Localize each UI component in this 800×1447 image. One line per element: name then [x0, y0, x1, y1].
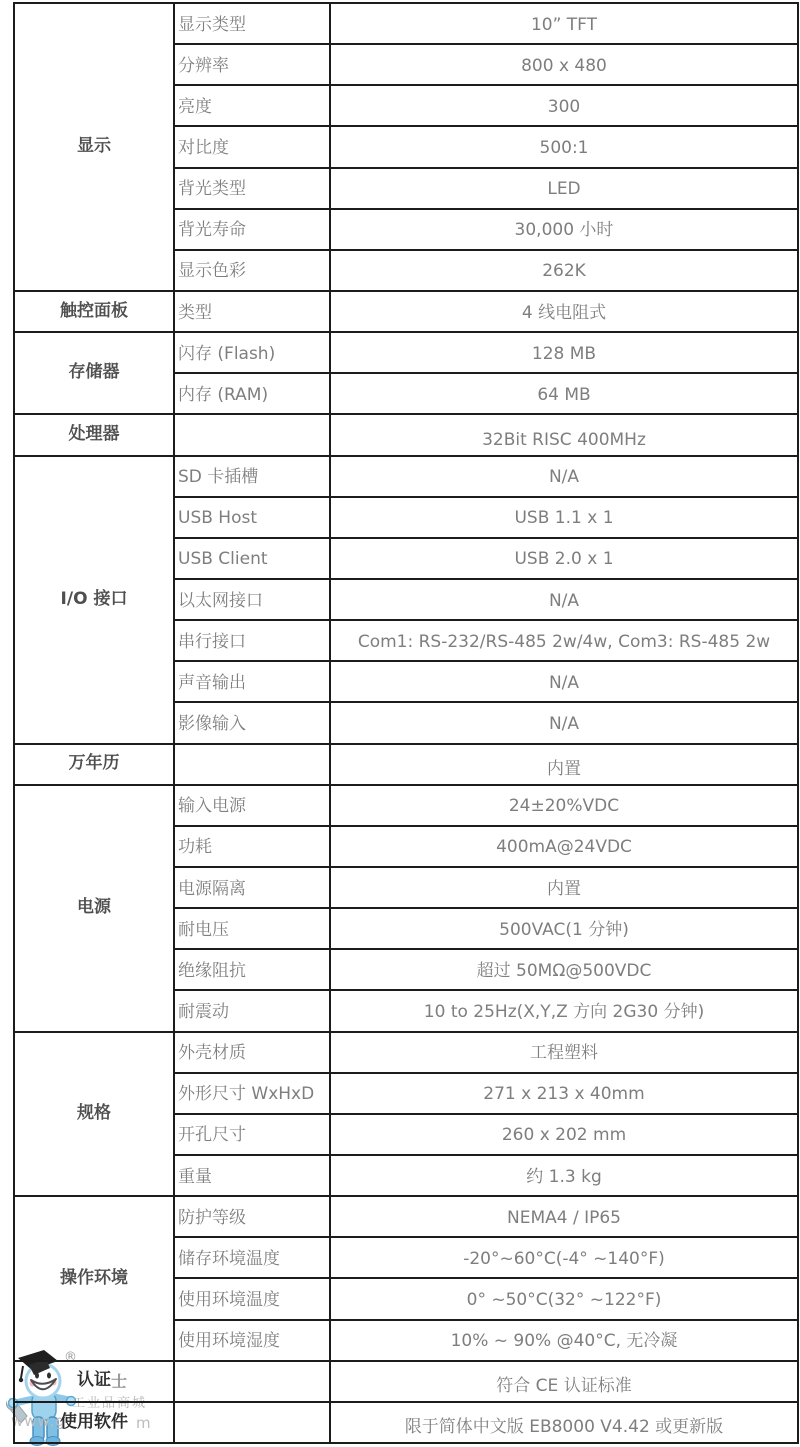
spec-value-cell: 30,000 小时	[330, 209, 798, 250]
spec-value-cell: 工程塑料	[330, 1032, 798, 1073]
table-row	[14, 1032, 798, 1073]
table-row	[14, 1361, 798, 1402]
spec-value-cell: 限于简体中文版 EB8000 V4.42 或更新版	[330, 1402, 798, 1443]
spec-value-cell: 24±20%VDC	[330, 785, 798, 826]
table-row	[14, 414, 798, 455]
spec-label-cell: 声音输出	[174, 661, 330, 702]
spec-value-cell: 内置	[330, 744, 798, 785]
spec-value-cell: N/A	[330, 579, 798, 620]
table-row	[14, 1402, 798, 1443]
spec-label-cell: 类型	[174, 291, 330, 332]
spec-value-cell: 300	[330, 85, 798, 126]
spec-label-cell: 影像输入	[174, 702, 330, 743]
spec-value-cell: 64 MB	[330, 373, 798, 414]
spec-label-cell: 重量	[174, 1155, 330, 1196]
spec-label-cell: USB Host	[174, 497, 330, 538]
spec-label-cell: 功耗	[174, 826, 330, 867]
category-cell: 万年历	[14, 744, 174, 785]
spec-value-cell: 内置	[330, 867, 798, 908]
spec-value-cell: Com1: RS-232/RS-485 2w/4w, Com3: RS-485 2w	[330, 620, 798, 661]
table-row	[14, 456, 798, 497]
spec-table	[13, 2, 799, 1444]
spec-value-cell: N/A	[330, 661, 798, 702]
spec-label-cell: 分辨率	[174, 44, 330, 85]
category-cell: 认证	[14, 1361, 174, 1402]
spec-label-cell: 内存 (RAM)	[174, 373, 330, 414]
spec-label-cell: 使用环境温度	[174, 1278, 330, 1319]
table-row	[14, 291, 798, 332]
registered-trademark-symbol: ®	[64, 1350, 77, 1365]
category-cell: 使用软件	[14, 1402, 174, 1443]
spec-label-cell: 背光寿命	[174, 209, 330, 250]
spec-label-cell: 耐震动	[174, 990, 330, 1031]
spec-value-cell: 800 x 480	[330, 44, 798, 85]
category-cell: 电源	[14, 785, 174, 1032]
spec-value-cell: LED	[330, 168, 798, 209]
spec-value-cell: 符合 CE 认证标准	[330, 1361, 798, 1402]
spec-value-cell: 10% ~ 90% @40°C, 无冷凝	[330, 1320, 798, 1361]
spec-value-cell: 500:1	[330, 126, 798, 167]
category-cell: 规格	[14, 1032, 174, 1197]
spec-label-cell: 显示色彩	[174, 250, 330, 291]
spec-value-cell: -20°~60°C(-4° ~140°F)	[330, 1237, 798, 1278]
spec-label-cell: 使用环境湿度	[174, 1320, 330, 1361]
spec-value-cell: USB 2.0 x 1	[330, 538, 798, 579]
spec-label-cell: 防护等级	[174, 1196, 330, 1237]
spec-value-cell: 0° ~50°C(32° ~122°F)	[330, 1278, 798, 1319]
spec-label-cell: 绝缘阻抗	[174, 949, 330, 990]
spec-value-cell: 500VAC(1 分钟)	[330, 908, 798, 949]
spec-label-cell: 显示类型	[174, 3, 330, 44]
spec-value-cell: N/A	[330, 702, 798, 743]
spec-label-cell	[174, 744, 330, 785]
spec-label-cell	[174, 414, 330, 455]
spec-label-cell: 闪存 (Flash)	[174, 332, 330, 373]
spec-label-cell: 输入电源	[174, 785, 330, 826]
spec-value-cell: 10” TFT	[330, 3, 798, 44]
watermark-brand-suffix: 士	[111, 1372, 128, 1391]
spec-label-cell: USB Client	[174, 538, 330, 579]
spec-label-cell: 以太网接口	[174, 579, 330, 620]
spec-label-cell: 外壳材质	[174, 1032, 330, 1073]
spec-label-cell: 开孔尺寸	[174, 1114, 330, 1155]
spec-value-cell: 262K	[330, 250, 798, 291]
spec-label-cell: 储存环境温度	[174, 1237, 330, 1278]
table-row	[14, 332, 798, 373]
spec-label-cell: 外形尺寸 WxHxD	[174, 1073, 330, 1114]
spec-value-cell: 32Bit RISC 400MHz	[330, 414, 798, 455]
spec-label-cell: 电源隔离	[174, 867, 330, 908]
table-row	[14, 744, 798, 785]
spec-label-cell: 耐电压	[174, 908, 330, 949]
spec-label-cell: 串行接口	[174, 620, 330, 661]
spec-value-cell: 10 to 25Hz(X,Y,Z 方向 2G30 分钟)	[330, 990, 798, 1031]
category-cell: I/O 接口	[14, 456, 174, 744]
watermark-tagline: 工业品商城	[72, 1396, 148, 1411]
category-cell: 处理器	[14, 414, 174, 455]
spec-value-cell: NEMA4 / IP65	[330, 1196, 798, 1237]
table-row	[14, 1196, 798, 1237]
category-cell: 触控面板	[14, 291, 174, 332]
spec-label-cell	[174, 1402, 330, 1443]
spec-value-cell: 超过 50MΩ@500VDC	[330, 949, 798, 990]
category-cell: 显示	[14, 3, 174, 291]
spec-label-cell: 亮度	[174, 85, 330, 126]
watermark-url-fragment-right: m	[136, 1414, 151, 1432]
spec-value-cell: 260 x 202 mm	[330, 1114, 798, 1155]
spec-value-cell: USB 1.1 x 1	[330, 497, 798, 538]
watermark-url-fragment-left: www.g	[11, 1412, 66, 1430]
spec-label-cell: 对比度	[174, 126, 330, 167]
category-cell: 存储器	[14, 332, 174, 414]
spec-table-body	[14, 3, 798, 1443]
spec-value-cell: 4 线电阻式	[330, 291, 798, 332]
category-cell: 操作环境	[14, 1196, 174, 1361]
spec-value-cell: 128 MB	[330, 332, 798, 373]
spec-label-cell: 背光类型	[174, 168, 330, 209]
spec-label-cell: SD 卡插槽	[174, 456, 330, 497]
spec-value-cell: 400mA@24VDC	[330, 826, 798, 867]
spec-value-cell: 271 x 213 x 40mm	[330, 1073, 798, 1114]
spec-label-cell	[174, 1361, 330, 1402]
spec-value-cell: N/A	[330, 456, 798, 497]
table-row	[14, 3, 798, 44]
spec-value-cell: 约 1.3 kg	[330, 1155, 798, 1196]
table-row	[14, 785, 798, 826]
